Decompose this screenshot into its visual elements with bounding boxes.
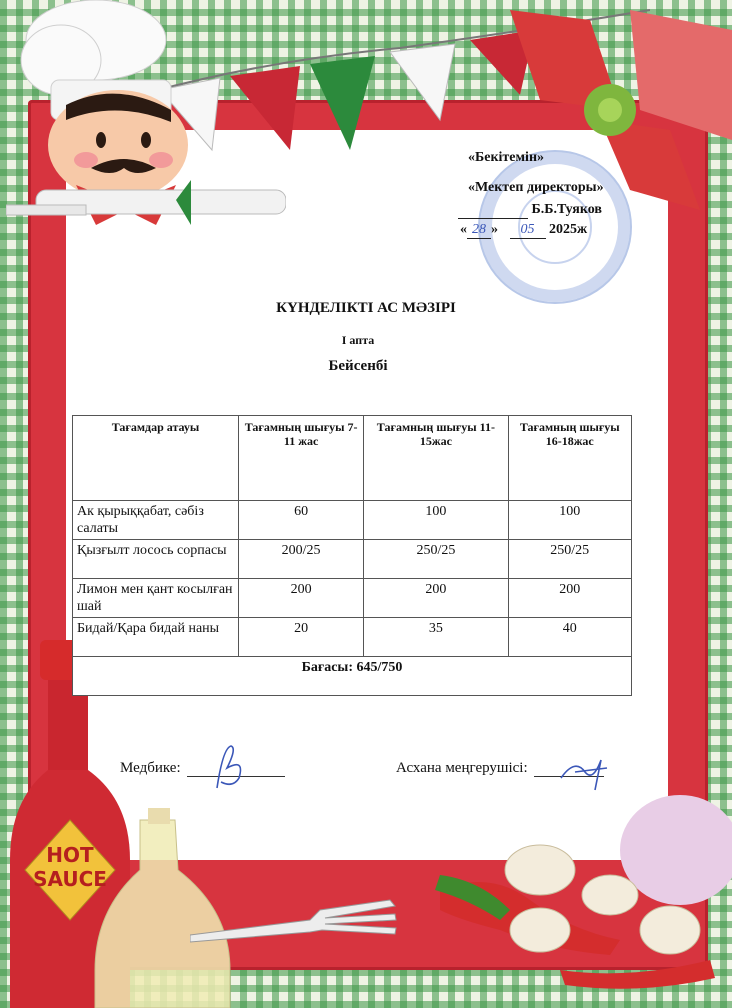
table-row [73,501,632,540]
column-header: Тағамның шығуы 11-15жас [364,416,508,501]
week-label: І апта [341,333,375,347]
director-signature [458,202,528,219]
director-name: Б.Б.Туяков [531,202,602,217]
column-header: Тағамның шығуы 16-18жас [508,416,632,501]
table-row [73,540,632,579]
approval-title: «Бекітемін» [468,150,545,165]
portion-16-18: 200 [508,579,632,618]
column-header: Тағамдар атауы [73,416,239,501]
table-row [73,579,632,618]
portion-7-11: 200/25 [238,540,363,579]
table-row [73,618,632,657]
price-row [73,657,632,696]
approval-position: «Мектеп директоры» [468,180,604,195]
portion-11-15: 200 [364,579,508,618]
nurse-signature-block [120,760,285,777]
price-total: Бағасы: 645/750 [73,657,632,696]
menu-title: КҮНДЕЛІКТІ АС МӘЗІРІ [276,300,456,316]
bottle-label-hot: HOT [46,843,94,867]
portion-7-11: 200 [238,579,363,618]
date-day: 28 [467,222,491,239]
menu-table [72,415,632,696]
fork-illustration [190,880,400,960]
portion-16-18: 40 [508,618,632,657]
portion-11-15: 250/25 [364,540,508,579]
nurse-signature [205,738,255,793]
column-header: Тағамның шығуы 7-11 жас [238,416,363,501]
chef-illustration [6,0,286,300]
portion-16-18: 100 [508,501,632,540]
director-signature-line [458,202,602,219]
dish-name: Бидай/Қара бидай наны [73,618,239,657]
vegetables-illustration [380,780,732,1008]
canteen-label: Асхана меңгерушісі: [396,760,528,776]
approval-date: « 28 » 05 2025ж [460,222,588,237]
portion-11-15: 100 [364,501,508,540]
table-header-row [73,416,632,501]
day-label: Бейсенбі [328,358,388,374]
date-year: 2025ж [549,222,588,237]
dish-name: Қызғылт лосось сорпасы [73,540,239,579]
bottle-label-sauce: SAUCE [33,867,107,891]
dish-name: Лимон мен қант косылған шай [73,579,239,618]
canteen-signature [555,748,615,793]
portion-11-15: 35 [364,618,508,657]
portion-7-11: 20 [238,618,363,657]
nurse-label: Медбике: [120,760,181,776]
portion-16-18: 250/25 [508,540,632,579]
dish-name: Ак қырыққабат, сәбіз салаты [73,501,239,540]
date-month: 05 [510,222,546,239]
portion-7-11: 60 [238,501,363,540]
